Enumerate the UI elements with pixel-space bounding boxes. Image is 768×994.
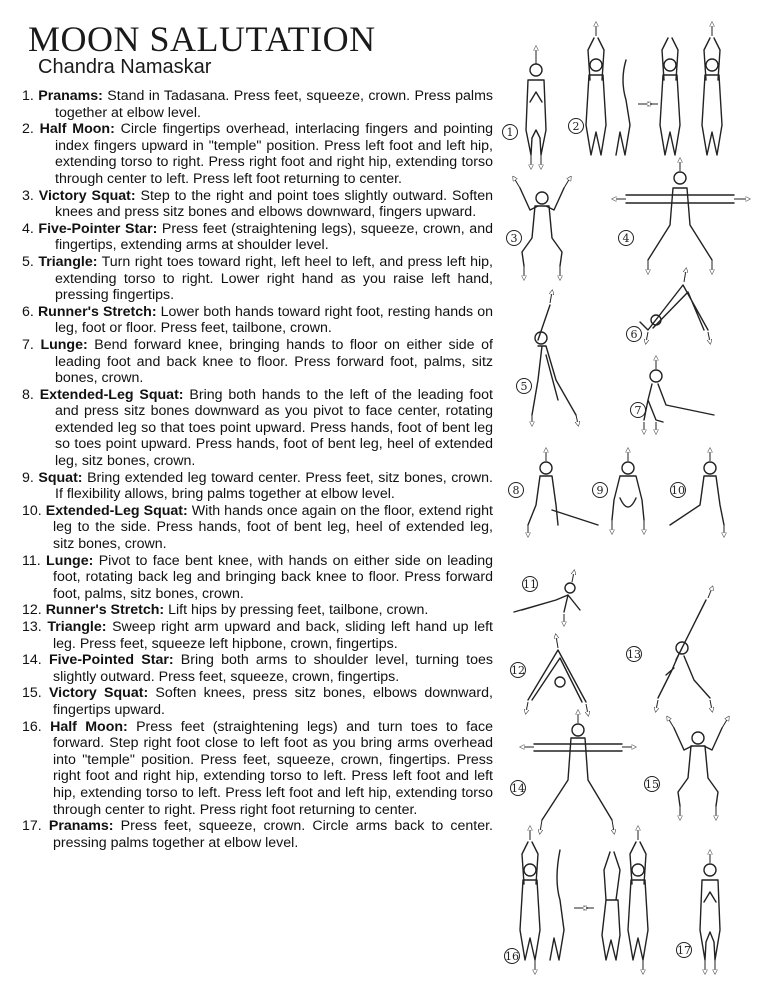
step-name: Extended-Leg Squat: xyxy=(39,386,184,403)
step-text: Turn right toes toward right, left heel to left, and press left hip, extending torso to right. Lower right hand as you raise left hand, pressing fingertips. xyxy=(55,253,493,304)
figure-number-text: 11 xyxy=(523,577,537,591)
step-name: Five-Pointed Star: xyxy=(48,652,174,669)
step-number: 15. xyxy=(22,685,42,702)
step-item xyxy=(22,337,493,387)
figure-number-text: 1 xyxy=(506,125,514,139)
figure-number-12 xyxy=(511,663,526,678)
step-name: Half Moon: xyxy=(50,718,128,735)
step-name: Squat: xyxy=(38,469,83,486)
figure-number-text: 8 xyxy=(512,483,520,497)
figure-number-text: 17 xyxy=(677,943,691,957)
step-name: Runner's Stretch: xyxy=(37,303,157,320)
figure-number-text: 5 xyxy=(520,379,528,393)
step-text: Bring both arms to shoulder level, turning toes slightly outward. Press feet, squeeze, crown, fingertips. xyxy=(53,652,493,685)
step-number: 8. xyxy=(22,386,34,403)
step-name: Half Moon: xyxy=(39,121,115,138)
figure-number-text: 4 xyxy=(622,231,630,245)
step-item xyxy=(22,652,493,685)
step-text: Step to the right and point toes slightly outward. Soften knees and press sitz bones and elbows downward, fingers upward. xyxy=(55,187,493,221)
step-number: 6. xyxy=(22,303,34,320)
step-text: Lift hips by pressing feet, tailbone, crown. xyxy=(164,602,429,619)
pose-figure-16 xyxy=(520,828,648,972)
step-list xyxy=(22,88,493,851)
pose-illustrations xyxy=(498,20,768,990)
figure-number-2 xyxy=(569,119,584,134)
step-text: Pivot to face bent knee, with hands on either side on leading foot, rotating back leg and bringing back knee to floor. Press forward foot, palms, sitz bones, crown. xyxy=(53,552,493,602)
figure-number-3 xyxy=(507,231,522,246)
step-item xyxy=(22,188,493,221)
figure-number-16 xyxy=(505,949,520,964)
step-item xyxy=(22,254,493,304)
figure-number-text: 7 xyxy=(634,403,642,417)
step-name: Five-Pointer Star: xyxy=(38,220,158,237)
figure-number-text: 10 xyxy=(671,483,685,497)
figure-number-text: 15 xyxy=(645,777,659,791)
figure-number-14 xyxy=(511,781,526,796)
step-item xyxy=(22,88,493,121)
figure-number-5 xyxy=(517,379,532,394)
step-item xyxy=(22,221,493,254)
step-number: 3. xyxy=(22,187,34,204)
figure-number-text: 3 xyxy=(510,231,518,245)
figure-number-text: 9 xyxy=(596,483,604,497)
step-name: Triangle: xyxy=(38,253,98,270)
step-item xyxy=(22,602,493,619)
step-name: Pranams: xyxy=(48,818,114,835)
pose-figure-7 xyxy=(644,358,714,432)
page-title: MOON SALUTATION xyxy=(28,19,376,59)
pose-figure-17 xyxy=(700,852,720,972)
step-item xyxy=(22,121,493,187)
pose-figure-6 xyxy=(640,270,710,342)
figure-number-8 xyxy=(509,483,524,498)
figure-number-labels xyxy=(503,119,692,964)
figure-number-17 xyxy=(677,943,692,958)
step-name: Runner's Stretch: xyxy=(45,602,165,619)
step-item xyxy=(22,387,493,470)
step-item xyxy=(22,553,493,603)
figure-number-text: 13 xyxy=(627,647,641,661)
step-text: Bring both hands to the left of the leading foot and press sitz bones downward as you pivot to face center, rotating extended leg so that toes point upward. Press hands, foot of bent leg so toes point upward. Press hands, foot of bent leg, heel of extended leg, sitz bones, crown. xyxy=(55,386,493,470)
page-subtitle: Chandra Namaskar xyxy=(38,56,212,78)
step-item xyxy=(22,719,493,819)
pose-figure-4 xyxy=(614,160,748,272)
step-name: Pranams: xyxy=(38,88,103,104)
pose-figure-2 xyxy=(586,24,722,155)
figure-number-text: 12 xyxy=(511,663,525,677)
step-number: 4. xyxy=(22,220,34,237)
figure-number-text: 6 xyxy=(630,327,638,341)
step-text: Soften knees, press sitz bones, elbows downward, fingertips upward. xyxy=(53,685,493,718)
figure-number-13 xyxy=(627,647,642,662)
step-name: Victory Squat: xyxy=(38,187,136,204)
pose-figure-5 xyxy=(532,292,578,424)
pose-figure-3 xyxy=(514,178,570,278)
step-item xyxy=(22,470,493,503)
step-text: Press feet (straightening legs), squeeze, crown, and fingertips, extending arms at shoulder level. xyxy=(55,220,493,254)
figure-number-text: 2 xyxy=(572,119,580,133)
step-item xyxy=(22,685,493,718)
pose-figure-1 xyxy=(526,48,546,167)
step-text: Bring extended leg toward center. Press feet, sitz bones, crown. If flexibility allows, bring palms together at elbow level. xyxy=(55,469,493,503)
figure-number-10 xyxy=(671,483,686,498)
figure-number-4 xyxy=(619,231,634,246)
figure-number-6 xyxy=(627,327,642,342)
pose-figure-15 xyxy=(668,718,728,818)
pose-figure-8-9-10 xyxy=(528,450,724,535)
pose-figure-14 xyxy=(522,712,634,832)
figure-number-7 xyxy=(631,403,646,418)
step-text: Bend forward knee, bringing hands to floor on either side of leading foot and back knee to floor. Press forward foot, palms, sitz bones, crown. xyxy=(55,336,493,387)
step-text: With hands once again on the floor, extend right leg to the side. Press hands, foot of bent leg, heel of extended leg, sitz bones, crown. xyxy=(53,502,493,553)
pose-figure-12 xyxy=(526,636,588,714)
step-name: Lunge: xyxy=(46,552,94,569)
figure-number-11 xyxy=(523,577,538,592)
step-text: Lower both hands toward right foot, resting hands on leg, foot or floor. Press feet, tailbone, crown. xyxy=(55,303,493,337)
step-item xyxy=(22,619,493,652)
step-item xyxy=(22,503,493,553)
step-name: Extended-Leg Squat: xyxy=(45,502,188,519)
figure-number-text: 16 xyxy=(505,949,519,963)
figure-number-9 xyxy=(593,483,608,498)
step-number: 14. xyxy=(22,652,42,669)
step-number: 2. xyxy=(22,121,34,138)
step-number: 9. xyxy=(22,469,34,486)
step-number: 12. xyxy=(22,602,42,619)
step-item xyxy=(22,304,493,337)
step-name: Lunge: xyxy=(40,336,88,353)
step-number: 7. xyxy=(22,336,34,353)
step-number: 17. xyxy=(22,818,42,835)
step-text: Sweep right arm upward and back, sliding left hand up left leg. Press feet, squeeze left hipbone, crown, fingertips. xyxy=(53,619,493,652)
pose-figure-13 xyxy=(656,588,712,710)
step-number: 1. xyxy=(22,88,34,104)
step-name: Victory Squat: xyxy=(48,685,149,702)
step-number: 5. xyxy=(22,253,34,270)
step-item xyxy=(22,818,493,851)
step-text: Stand in Tadasana. Press feet, squeeze, crown. Press palms together at elbow level. xyxy=(55,88,493,121)
step-text: Press feet (straightening legs) and turn toes to face forward. Step right foot close to left foot as you bring arms overhead into "temple" position. Press feet, squeeze, crown, fingertips. Press right foot and right hip, extending torso to left. Press left foot and left hip, extending torso to left. Press left foot and left hip, extending torso through center to right. Press right foot returning to center. xyxy=(53,718,493,818)
step-text: Circle fingertips overhead, interlacing fingers and pointing index fingers upward in "temple" position. Press left foot and left hip, extending torso to right. Press right foot and right hip, extending torso through center to left. Press left foot returning to center. xyxy=(55,121,493,187)
step-name: Triangle: xyxy=(47,619,107,635)
step-number: 10. xyxy=(22,502,42,519)
step-number: 11. xyxy=(22,552,41,569)
figure-number-1 xyxy=(503,125,518,140)
step-text: Press feet, squeeze, crown. Circle arms back to center. pressing palms together at elbow level. xyxy=(53,818,493,851)
step-number: 13. xyxy=(22,619,42,635)
step-number: 16. xyxy=(22,718,42,735)
figure-number-text: 14 xyxy=(511,781,525,795)
figure-number-15 xyxy=(645,777,660,792)
